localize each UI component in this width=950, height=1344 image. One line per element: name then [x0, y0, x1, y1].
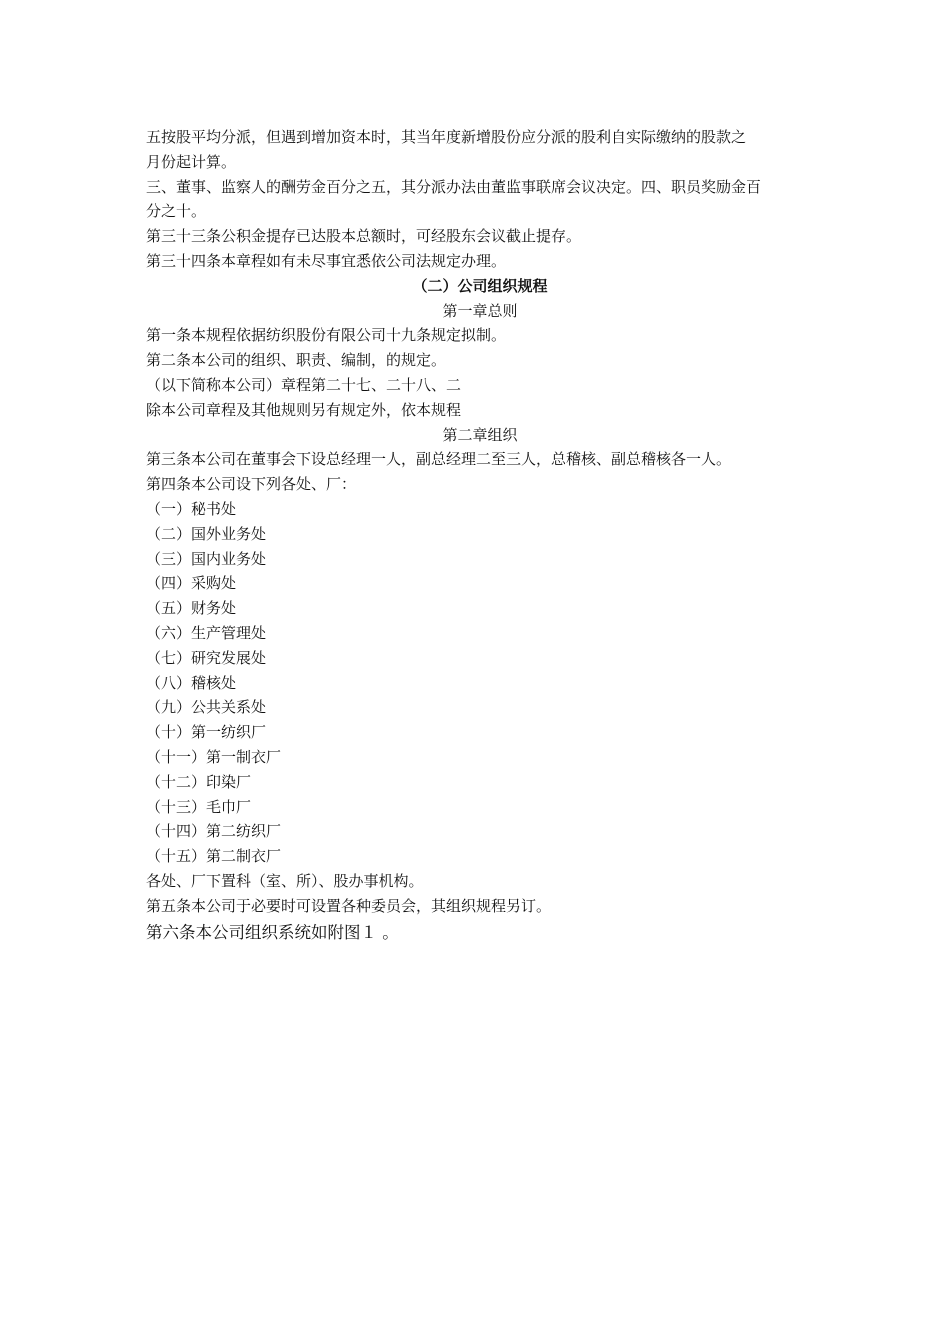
department-item: （九）公共关系处 [146, 698, 267, 717]
department-item: （十二）印染厂 [146, 772, 252, 791]
chapter-1-line: 除本公司章程及其他规则另有规定外，依本规程 [146, 400, 462, 419]
paragraph-line: 分之十。 [146, 202, 207, 221]
department-item: （七）研究发展处 [146, 648, 267, 667]
department-item: （一）秘书处 [146, 499, 237, 518]
chapter-1-title: 第一章总则 [442, 301, 518, 320]
department-item: （三）国内业务处 [146, 549, 267, 568]
article-5: 第五条本公司于必要时可设置各种委员会，其组织规程另订。 [146, 896, 552, 915]
article-4: 第四条本公司设下列各处、厂： [146, 475, 357, 494]
paragraph-line: 五按股平均分派，但遇到增加资本时，其当年度新增股份应分派的股利自实际缴纳的股款之 [146, 128, 747, 146]
section-title: （二）公司组织规程 [412, 276, 548, 295]
chapter-2-title: 第二章组织 [442, 425, 518, 444]
article-33: 第三十三条公积金提存已达股本总额时，可经股东会议截止提存。 [146, 227, 582, 246]
chapter-1-line: 第一条本规程依据纺织股份有限公司十九条规定拟制。 [146, 326, 507, 345]
department-item: （十五）第二制衣厂 [146, 847, 282, 866]
document-body [146, 125, 814, 946]
article-6: 第六条本公司组织系统如附图１ 。 [146, 922, 399, 942]
department-item: （四）采购处 [146, 574, 237, 593]
article-34: 第三十四条本章程如有未尽事宜悉依公司法规定办理。 [146, 251, 507, 270]
department-item: （六）生产管理处 [146, 623, 267, 642]
department-item: （八）稽核处 [146, 673, 237, 692]
department-item: （二）国外业务处 [146, 524, 267, 543]
paragraph-line: 月份起计算。 [146, 152, 237, 171]
department-item: （十）第一纺织厂 [146, 723, 267, 742]
closing-line: 各处、厂下置科（室、所）、股办事机构。 [146, 871, 424, 890]
department-item: （五）财务处 [146, 599, 237, 618]
article-3: 第三条本公司在董事会下设总经理一人，副总经理二至三人，总稽核、副总稽核各一人。 [146, 450, 732, 469]
department-item: （十三）毛巾厂 [146, 797, 252, 816]
department-item: （十一）第一制衣厂 [146, 747, 282, 766]
paragraph-line: 三、董事、监察人的酬劳金百分之五，其分派办法由董监事联席会议决定。四、职员奖励金百 [146, 177, 762, 196]
department-item: （十四）第二纺织厂 [146, 822, 282, 841]
chapter-1-line: 第二条本公司的组织、职责、编制，的规定。 [146, 351, 447, 370]
chapter-1-line: （以下简称本公司）章程第二十七、二十八、二 [146, 375, 462, 394]
